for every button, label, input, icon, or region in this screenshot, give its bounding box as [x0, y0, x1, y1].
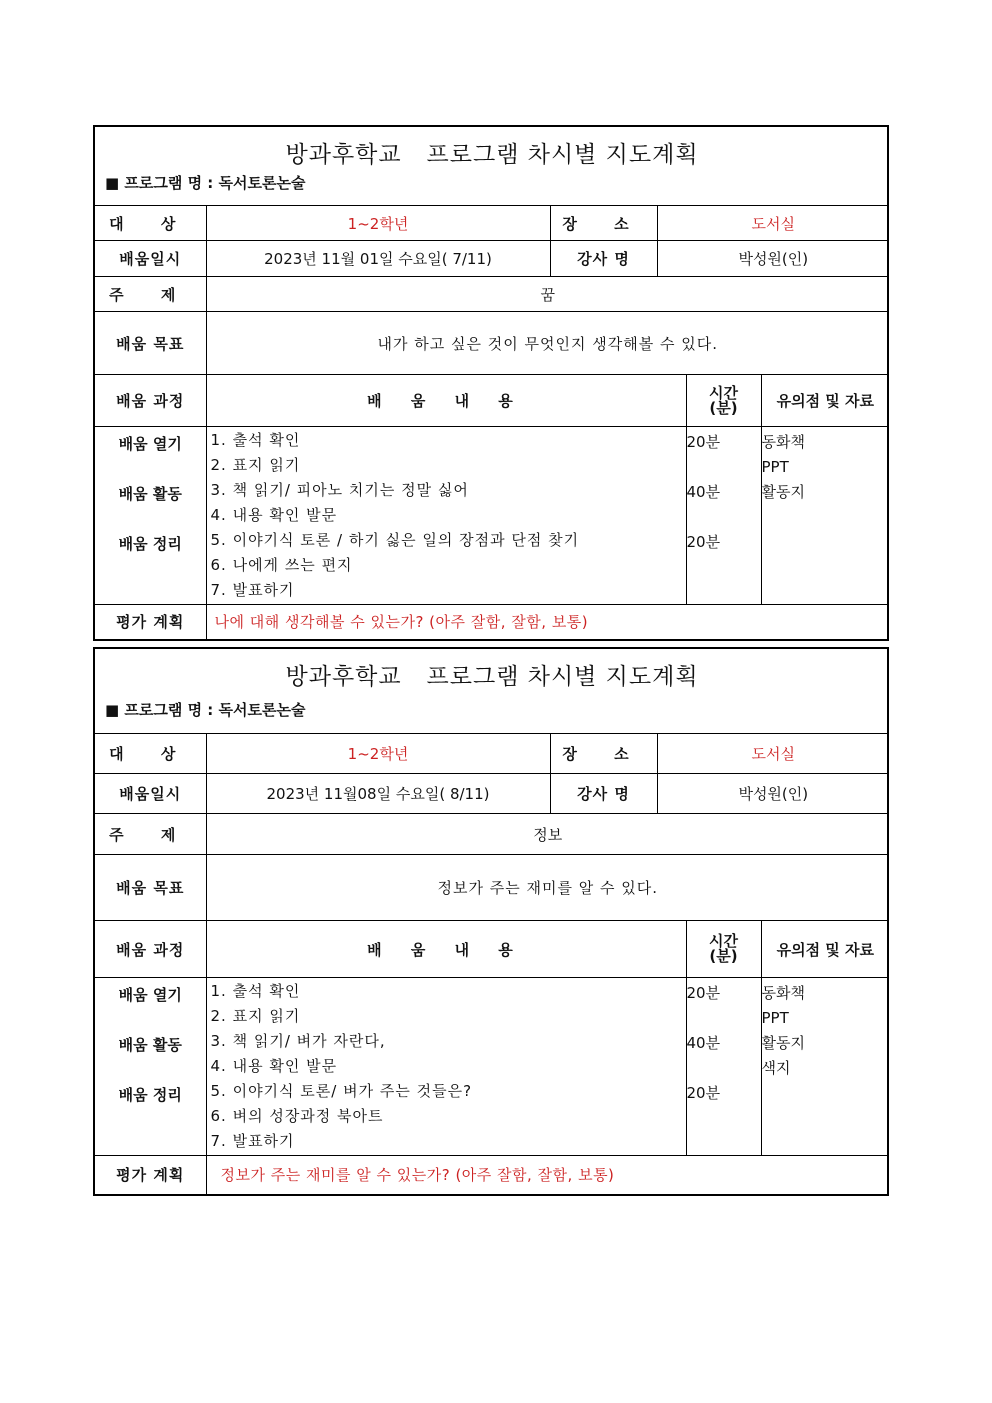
- step-item: 5. 이야기식 토론/ 벼가 주는 것들은?: [210, 1082, 473, 1100]
- process-label: 배움 과정: [95, 921, 206, 978]
- place-label: 장 소: [550, 734, 657, 774]
- target-label: 대 상: [95, 206, 206, 241]
- topic-label: 주 제: [95, 814, 206, 855]
- plan-title: 방과후학교 프로그램 차시별 지도계획: [285, 664, 699, 690]
- material-item: 활동지: [761, 1034, 805, 1052]
- instructor-value: 박성원(인): [657, 241, 889, 277]
- material-item: 동화책: [761, 433, 805, 451]
- time-label: 시간: [709, 932, 738, 950]
- time-item: 20분: [686, 433, 721, 451]
- step-item: 4. 내용 확인 발문: [210, 1057, 338, 1075]
- program-name-line: ■ 프로그램 명 : 독서토론논술: [105, 701, 306, 719]
- instructor-label: 강사 명: [550, 774, 657, 814]
- topic-value: 정보: [206, 814, 889, 855]
- steps-cell: [206, 427, 686, 605]
- topic-value: 꿈: [206, 277, 889, 312]
- date-value: 2023년 11월 01일 수요일( 7/11): [206, 241, 550, 277]
- goal-value: 정보가 주는 재미를 알 수 있다.: [206, 855, 889, 921]
- program-name-line: ■ 프로그램 명 : 독서토론논술: [105, 174, 306, 192]
- step-item: 4. 내용 확인 발문: [210, 506, 338, 524]
- instructor-label: 강사 명: [550, 241, 657, 277]
- eval-value: 정보가 주는 재미를 알 수 있는가? (아주 잘함, 잘함, 보통): [206, 1156, 889, 1194]
- step-item: 6. 벼의 성장과정 북아트: [210, 1107, 384, 1125]
- plan-title: 방과후학교 프로그램 차시별 지도계획: [285, 142, 699, 168]
- time-item: 40분: [686, 1034, 721, 1052]
- stages-cell: [95, 427, 206, 605]
- step-item: 1. 출석 확인: [210, 431, 301, 449]
- times-cell: [686, 427, 761, 605]
- target-value: 1~2학년: [206, 734, 550, 774]
- goal-value: 내가 하고 싶은 것이 무엇인지 생각해볼 수 있다.: [206, 312, 889, 375]
- eval-value: 나에 대해 생각해볼 수 있는가? (아주 잘함, 잘함, 보통): [206, 605, 889, 639]
- step-item: 5. 이야기식 토론 / 하기 싫은 일의 장점과 단점 찾기: [210, 531, 580, 549]
- material-item: 동화책: [761, 984, 805, 1002]
- lesson-plan-2: [93, 647, 889, 1196]
- time-item: [687, 1053, 761, 1078]
- steps-cell: [206, 978, 686, 1156]
- material-item: 활동지: [761, 483, 805, 501]
- content-label: 배 움 내 용: [206, 921, 686, 978]
- eval-label: 평가 계획: [95, 605, 206, 639]
- time-unit-label: (분): [709, 947, 738, 965]
- step-item: 3. 책 읽기/ 벼가 자란다,: [210, 1032, 386, 1050]
- stage-item: 배움 열기: [118, 986, 182, 1004]
- stage-item: 배움 열기: [118, 435, 182, 453]
- place-label: 장 소: [550, 206, 657, 241]
- stage-item: 배움 정리: [118, 1086, 182, 1104]
- time-item: 40분: [686, 483, 721, 501]
- material-item: 색지: [761, 1059, 791, 1077]
- materials-cell: [761, 978, 889, 1156]
- date-label: 배움일시: [95, 774, 206, 814]
- place-value: 도서실: [657, 206, 889, 241]
- materials-cell: [761, 427, 889, 605]
- step-item: 2. 표지 읽기: [210, 1007, 301, 1025]
- lesson-plan-1: [93, 125, 889, 641]
- process-label: 배움 과정: [95, 375, 206, 427]
- place-value: 도서실: [657, 734, 889, 774]
- time-item: 20분: [686, 984, 721, 1002]
- notes-label: 유의점 및 자료: [761, 921, 889, 978]
- stage-item: 배움 활동: [118, 485, 182, 503]
- instructor-value: 박성원(인): [657, 774, 889, 814]
- step-item: 3. 책 읽기/ 피아노 치기는 정말 싫어: [210, 481, 469, 499]
- time-header: [686, 921, 761, 978]
- topic-label: 주 제: [95, 277, 206, 312]
- time-header: [686, 375, 761, 427]
- times-cell: [686, 978, 761, 1156]
- eval-label: 평가 계획: [95, 1156, 206, 1194]
- target-label: 대 상: [95, 734, 206, 774]
- time-item: [687, 502, 761, 527]
- time-unit-label: (분): [709, 398, 738, 417]
- notes-label: 유의점 및 자료: [761, 375, 889, 427]
- goal-label: 배움 목표: [95, 312, 206, 375]
- step-item: 6. 나에게 쓰는 편지: [210, 556, 353, 574]
- stages-cell: [95, 978, 206, 1156]
- material-item: PPT: [761, 1009, 789, 1027]
- stage-item: 배움 활동: [118, 1036, 182, 1054]
- content-label: 배 움 내 용: [206, 375, 686, 427]
- material-item: PPT: [761, 458, 789, 476]
- time-label: 시간: [709, 383, 738, 402]
- goal-label: 배움 목표: [95, 855, 206, 921]
- plan-header: [95, 649, 889, 734]
- step-item: 1. 출석 확인: [210, 982, 301, 1000]
- time-item: [687, 1003, 761, 1028]
- date-label: 배움일시: [95, 241, 206, 277]
- date-value: 2023년 11월08일 수요일( 8/11): [206, 774, 550, 814]
- time-item: 20분: [686, 533, 721, 551]
- time-item: 20분: [686, 1084, 721, 1102]
- step-item: 2. 표지 읽기: [210, 456, 301, 474]
- target-value: 1~2학년: [206, 206, 550, 241]
- stage-item: 배움 정리: [118, 535, 182, 553]
- step-item: 7. 발표하기: [210, 1132, 295, 1150]
- step-item: 7. 발표하기: [210, 581, 295, 599]
- plan-header: [95, 127, 889, 206]
- time-item: [687, 452, 761, 477]
